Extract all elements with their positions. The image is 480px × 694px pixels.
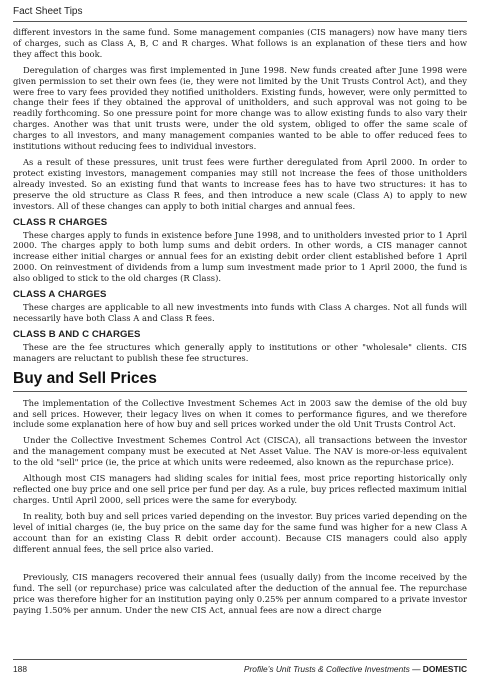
- intro-paragraph-1: different investors in the same fund. Some management companies (CIS managers) now have many tiers of charges, such as Class A, B, C and R charges. What follows is an explanation of these tiers and how they affect this book.: [13, 27, 467, 59]
- paragraph-gap: [13, 559, 467, 572]
- class-r-heading: CLASS R CHARGES: [13, 216, 108, 228]
- document-page: [13, 0, 467, 694]
- edition-label: DOMESTIC: [422, 664, 467, 674]
- running-header: Fact Sheet Tips: [13, 6, 83, 17]
- buy-sell-paragraph-1: The implementation of the Collective Investment Schemes Act in 2003 saw the demise of the old buy and sell prices. However, their legacy lives on when it comes to performance figures, and we therefore include some explanation here of how buy and sell prices worked under the old Unit Trusts Control Act.: [13, 397, 467, 430]
- buy-sell-paragraph-5: Previously, CIS managers recovered their annual fees (usually daily) from the income received by the fund. The sell (or repurchase) price was calculated after the deduction of the annual fee. The repurchase price was therefore higher for an institution paying only 0.25% per annum compared to a private investor paying 1.50% per annum. Under the new CIS Act, annual fees are now a direct charge: [13, 572, 467, 616]
- footer-rule: [13, 659, 467, 660]
- class-r-paragraph: These charges apply to funds in existence before June 1998, and to unitholders invested prior to 1 April 2000. The charges apply to both lump sums and debit orders. In other words, a CIS manager cannot increase either initial charges or annual fees for an existing debit order client established before 1 April 2000. On reinvestment of dividends from a lump sum investment made prior to 1 April 2000, the fund is also obliged to stick to the old charges (R Class).: [13, 229, 467, 284]
- header-rule: [13, 21, 467, 22]
- class-bc-paragraph: These are the fee structures which generally apply to institutions or other "wholesale" clients. CIS managers are reluctant to publish these fee structures.: [13, 341, 467, 363]
- page-body: [13, 27, 467, 621]
- book-title: [244, 664, 467, 674]
- buy-sell-heading: Buy and Sell Prices: [13, 369, 157, 387]
- section-rule: [13, 391, 467, 392]
- class-a-heading: CLASS A CHARGES: [13, 289, 107, 301]
- intro-paragraph-2: Deregulation of charges was first implemented in June 1998. New funds created after June 1998 were given permission to set their own fees (ie, they were not limited by the Unit Trusts Control Act), and they were free to vary fees provided they notified unitholders. Existing funds, however, were only permitted to change their fees if they obtained the approval of unitholders, and such approval was not going to be readily forthcoming. So one pressure point for more change was to allow existing funds to also vary their charges. Another was that unit trusts were, under the old system, obliged to offer the same scale of charges to all investors, and many management companies wanted to be able to offer reduced fees to institutions without reducing fees to individual investors.: [13, 64, 467, 152]
- buy-sell-paragraph-3: Although most CIS managers had sliding scales for initial fees, most price reporting historically only reflected one buy price and one sell price per fund per day. As a rule, buy prices reflected maximum initial charges. Until April 2000, sell prices were the same for everybody.: [13, 473, 467, 505]
- buy-sell-paragraph-4: In reality, both buy and sell prices varied depending on the investor. Buy prices varied depending on the level of initial charges (ie, the buy price on the same day for the same fund was higher for a new Class A account than for an existing Class R debit order account). Because CIS managers could also apply different annual fees, the sell price also varied.: [13, 510, 467, 554]
- class-bc-heading: CLASS B AND C CHARGES: [13, 328, 141, 340]
- intro-paragraph-3: As a result of these pressures, unit trust fees were further deregulated from April 2000. In order to protect existing investors, management companies may still not increase the fees of those unitholders already invested. So an existing fund that wants to increase fees has to have two structures: it has to preserve the old structure as Class R fees, and then introduce a new scale (Class A) to apply to new investors. All of these changes can apply to both initial charges and annual fees.: [13, 156, 467, 211]
- page-number: 188: [13, 664, 27, 674]
- book-title-text: Profile’s Unit Trusts & Collective Investments —: [243, 664, 421, 674]
- class-a-paragraph: These charges are applicable to all new investments into funds with Class A charges. Not all funds will necessarily have both Class A and Class R fees.: [13, 302, 467, 323]
- buy-sell-paragraph-2: Under the Collective Investment Schemes Control Act (CISCA), all transactions between the investor and the management company must be executed at Net Asset Value. The NAV is more-or-less equivalent to the old "sell" price (ie, the price at which units were redeemed, also known as the repurchase price).: [13, 435, 467, 468]
